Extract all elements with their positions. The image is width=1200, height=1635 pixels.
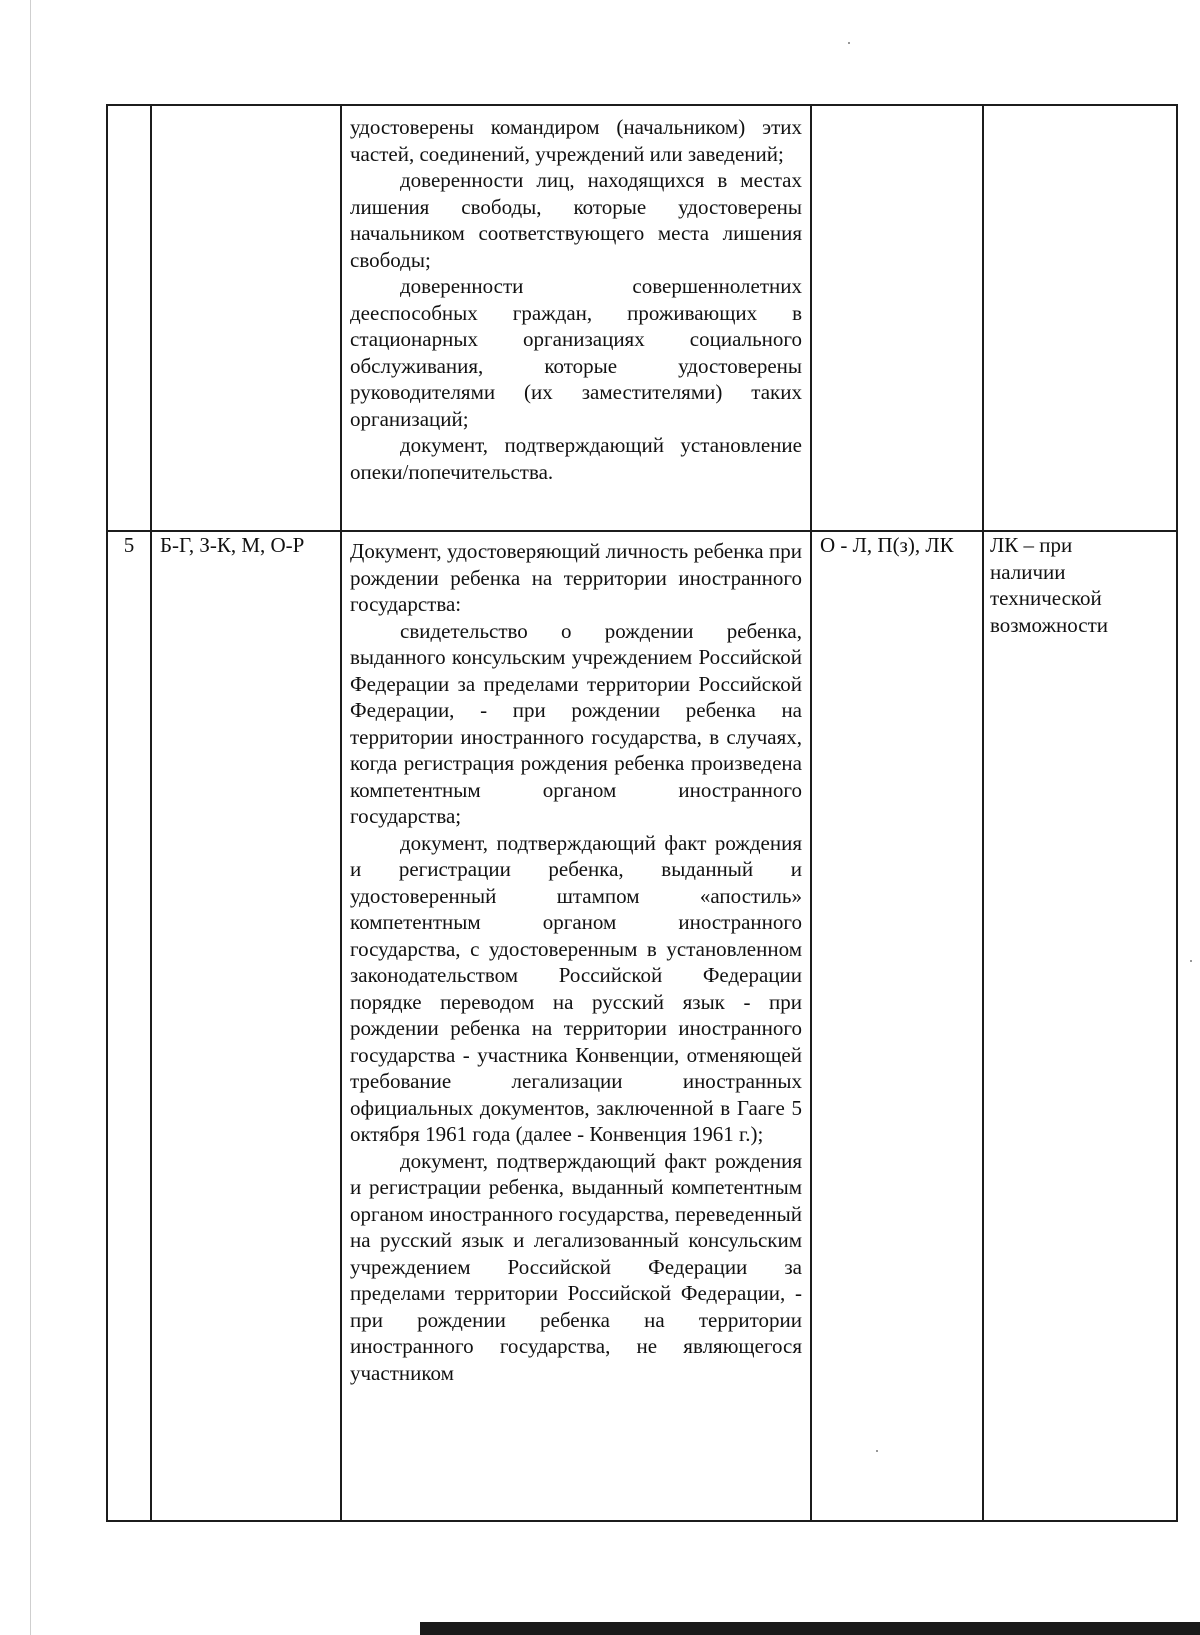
documents-cell: [341, 105, 811, 531]
document-paragraph: доверенности совершеннолетних дееспособных граждан, проживающих в стационарных организациях социального обслуживания, которые удостоверены руководителями (их заместителями) таких организаций;: [350, 274, 802, 431]
scan-speck: [848, 42, 850, 44]
number-cell: [107, 105, 151, 531]
document-paragraph: документ, подтверждающий факт рождения и регистрации ребенка, выданный компетентным органом иностранного государства, переведенный на русский язык и легализованный консульским учреждением Российской Федерации за пределами территории Российской Федерации, - при рождении ребенка на территории иностранного государства, не являющегося участником: [350, 1148, 802, 1385]
documents-table: [106, 104, 1178, 1522]
application-note-line: технической: [990, 586, 1102, 610]
format-cell: [811, 105, 983, 531]
letter-range: Б-Г, З-К, М, О-Р: [151, 531, 341, 1521]
scan-edge: [420, 1622, 1200, 1635]
application-cell: [983, 105, 1177, 531]
application-note-line: возможности: [990, 612, 1109, 637]
scan-speck: [1190, 960, 1192, 962]
document-paragraph: Документ, удостоверяющий личность ребенка при рождении ребенка на территории иностранного государства:: [350, 539, 802, 616]
table-row-continued: [107, 105, 1177, 531]
document-paragraph: удостоверены командиром (начальником) этих частей, соединений, учреждений или заведений;: [350, 115, 802, 166]
format-value: О - Л, П(з), ЛК: [811, 531, 983, 1521]
document-paragraph: документ, подтверждающий установление опеки/попечительства.: [350, 433, 802, 484]
document-paragraph: документ, подтверждающий факт рождения и регистрации ребенка, выданный и удостоверенный штампом «апостиль» компетентным органом иностранного государства, с удостоверенным в установленном законодательством Российской Федерации порядке переводом на русский язык - при рождении ребенка на территории иностранного государства - участника Конвенции, отменяющей требование легализации иностранных официальных документов, заключенной в Гааге 5 октября 1961 года (далее - Конвенция 1961 г.);: [350, 830, 802, 1146]
table-row-5: [107, 531, 1177, 1521]
documents-cell: [341, 531, 811, 1521]
scan-edge: [30, 0, 31, 1635]
application-note-line: ЛК – при: [990, 533, 1073, 557]
document-paragraph: доверенности лиц, находящихся в местах лишения свободы, которые удостоверены начальником соответствующего места лишения свободы;: [350, 168, 802, 272]
row-number: 5: [107, 531, 151, 1521]
letter-range-cell: [151, 105, 341, 531]
application-note: [983, 531, 1177, 1521]
application-note-line: наличии: [990, 559, 1066, 584]
document-paragraph: свидетельство о рождении ребенка, выданного консульским учреждением Российской Федерации за пределами территории Российской Федерации, - при рождении ребенка на территории иностранного государства, в случаях, когда регистрация рождения ребенка произведена компетентным органом иностранного государства;: [350, 618, 802, 828]
